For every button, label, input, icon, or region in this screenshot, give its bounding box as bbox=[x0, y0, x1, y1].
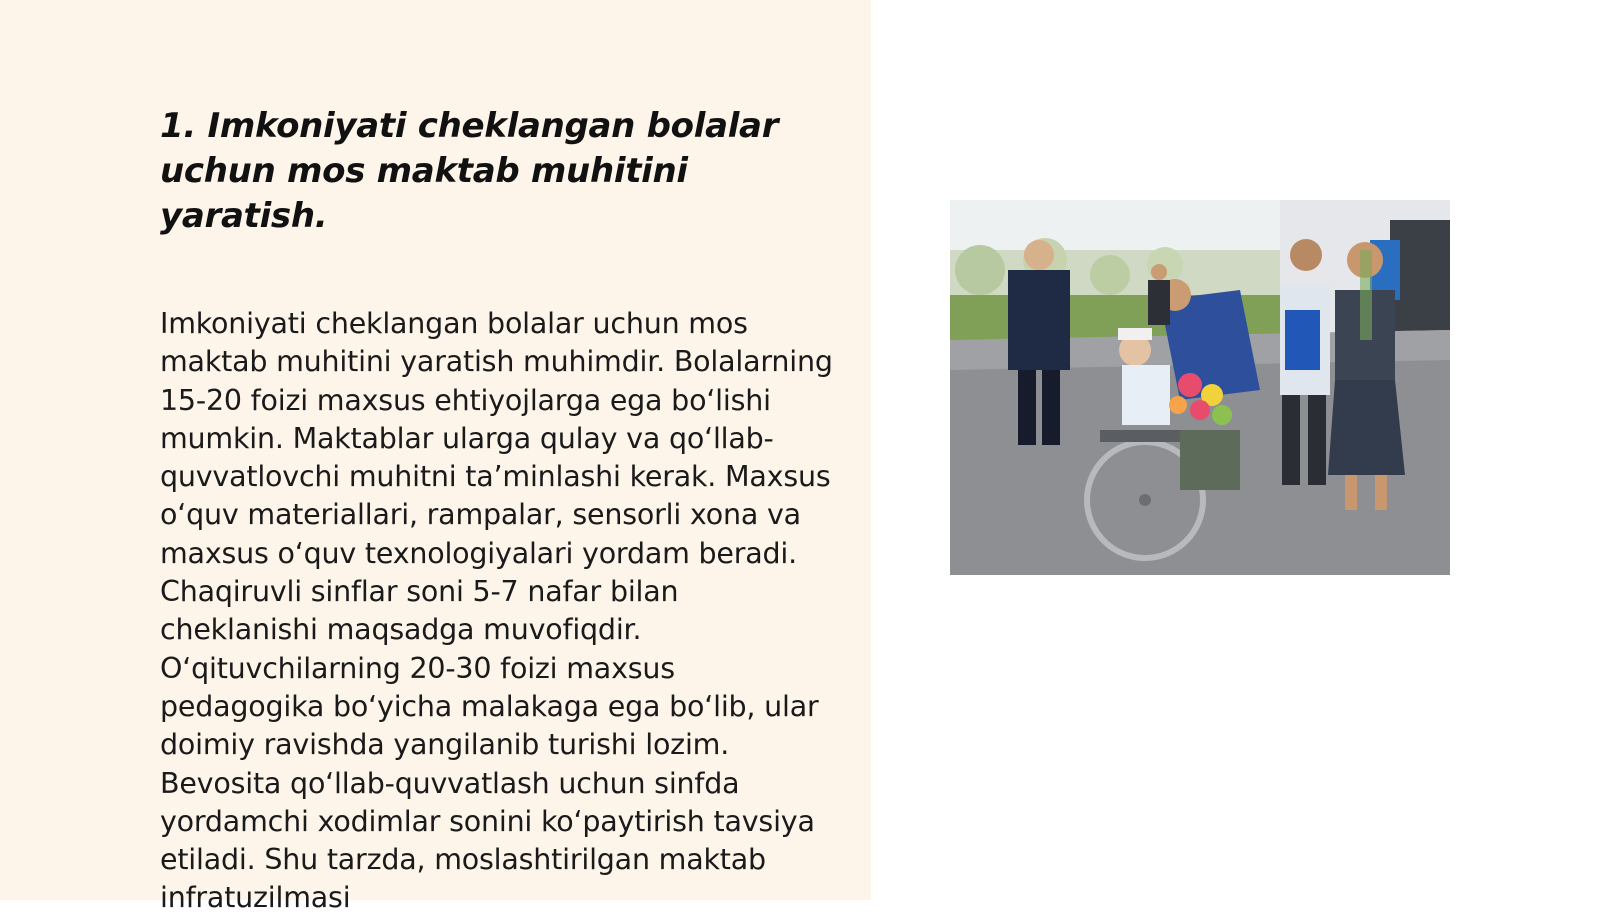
slide-body-text: Imkoniyati cheklangan bolalar uchun mos maktab muhitini yaratish muhimdir. Bolalarning 15-20 foizi maxsus ehtiyojlarga ega bo‘lishi mumkin. Maktablar ularga qulay va qo‘llab-quvvatlovchi muhitni ta’minlashi kerak. Maxsus o‘quv materiallari, rampalar, sensorli xona va maxsus o‘quv texnologiyalari yordam beradi. Chaqiruvli sinflar soni 5-7 nafar bilan cheklanishi maqsadga muvofiqdir. O‘qituvchilarning 20-30 foizi maxsus pedagogika bo‘yicha malakaga ega bo‘lib, ular doimiy ravishda yangilanib turishi lozim. Bevosita qo‘llab-quvvatlash uchun sinfda yordamchi xodimlar sonini ko‘paytirish tavsiya etiladi. Shu tarzda, moslashtirilgan maktab infratuzilmasi bbox=[160, 307, 833, 915]
photo-wheelchair-child-with-flowers bbox=[950, 200, 1450, 575]
slide-title: 1. Imkoniyati cheklangan bolalar uchun mos maktab muhitini yaratish. bbox=[160, 106, 779, 236]
